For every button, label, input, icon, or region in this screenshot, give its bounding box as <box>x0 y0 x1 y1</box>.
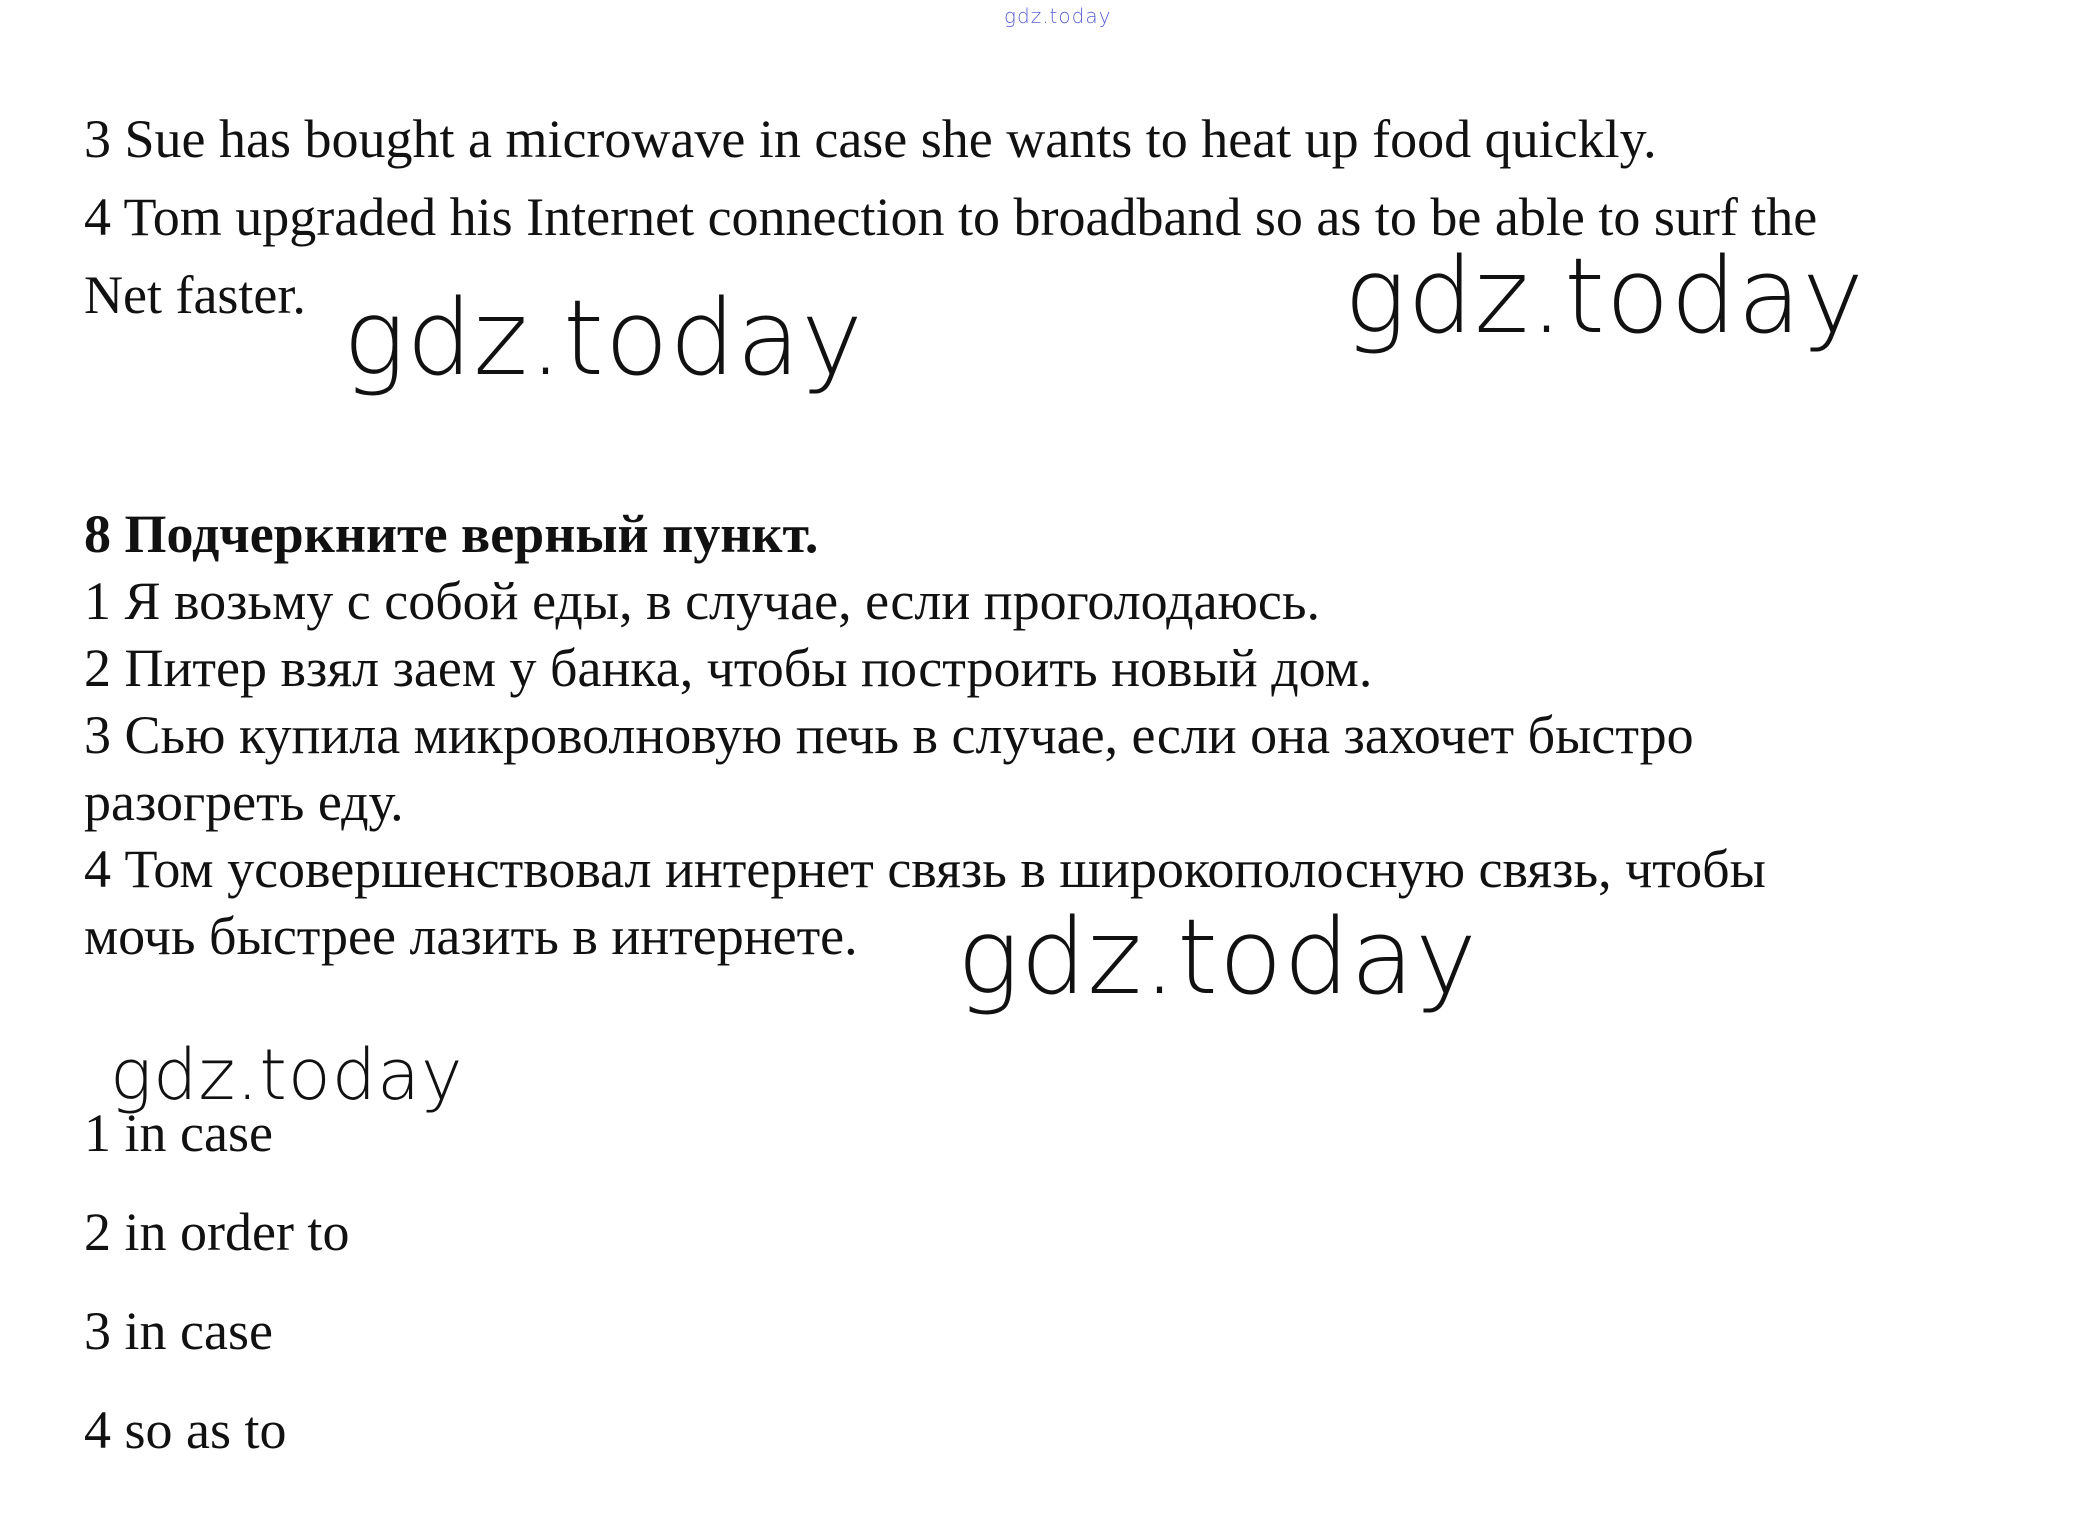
sentence-4-line-2: Net faster. <box>84 265 306 325</box>
answer-1: 1 in case <box>84 1103 273 1163</box>
answer-2: 2 in order to <box>84 1202 350 1262</box>
exercise-item-3-line-2: разогреть еду. <box>84 772 404 832</box>
answer-3: 3 in case <box>84 1301 273 1361</box>
sentence-3: 3 Sue has bought a microwave in case she wants to heat up food quickly. <box>84 109 1657 169</box>
watermark-middle: gdz.today <box>957 896 1478 1018</box>
exercise-item-4-line-2: мочь быстрее лазить в интернете. <box>84 906 858 966</box>
watermark-right: gdz.today <box>1344 235 1865 357</box>
watermark-left: gdz.today <box>343 277 864 399</box>
exercise-item-1: 1 Я возьму с собой еды, в случае, если проголодаюсь. <box>84 571 1320 631</box>
sentence-4-line-1: 4 Tom upgraded his Internet connection to broadband so as to be able to surf the <box>84 187 1818 247</box>
exercise-heading: 8 Подчеркните верный пункт. <box>84 504 819 564</box>
exercise-item-2: 2 Питер взял заем у банка, чтобы построить новый дом. <box>84 638 1373 698</box>
answer-4: 4 so as to <box>84 1400 287 1460</box>
exercise-item-3-line-1: 3 Сью купила микроволновую печь в случае, если она захочет быстро <box>84 705 1694 765</box>
watermark-top: gdz.today <box>1004 4 1112 28</box>
exercise-item-4-line-1: 4 Том усовершенствовал интернет связь в широкополосную связь, чтобы <box>84 839 1766 899</box>
watermark-small: gdz.today <box>110 1034 464 1116</box>
